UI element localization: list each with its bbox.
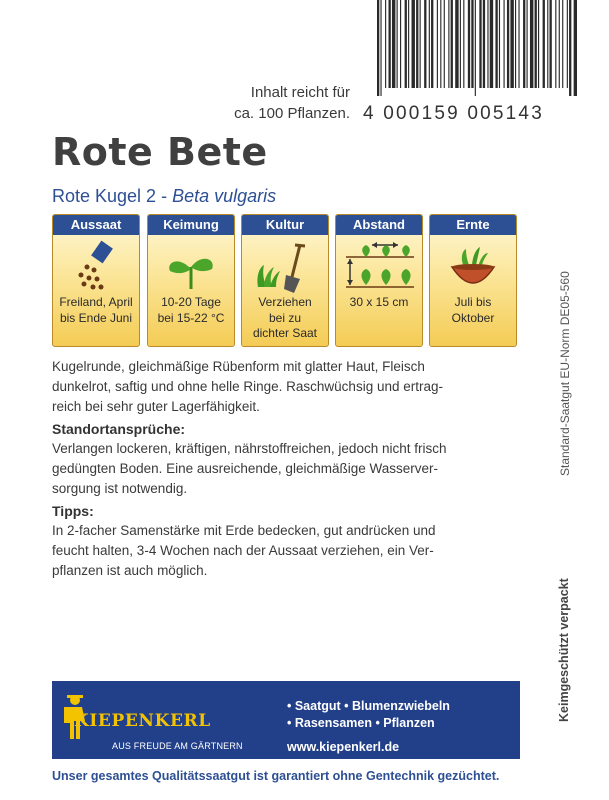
barcode-bar bbox=[504, 0, 505, 88]
barcode-bar bbox=[495, 0, 497, 88]
tips-heading: Tipps: bbox=[52, 503, 94, 519]
panel-label: Aussaat bbox=[53, 215, 139, 235]
barcode-bar bbox=[475, 0, 476, 96]
brand-line: • Rasensamen • Pflanzen bbox=[287, 716, 435, 730]
panel-abstand bbox=[335, 214, 423, 347]
barcode-bar bbox=[400, 0, 401, 88]
barcode-bar bbox=[530, 0, 533, 88]
barcode-bar bbox=[499, 0, 500, 88]
barcode-bar bbox=[559, 0, 560, 88]
barcode-bar bbox=[440, 0, 441, 88]
brand-tagline: AUS FREUDE AM GÄRTNERN bbox=[112, 741, 243, 751]
barcode-bar bbox=[567, 0, 568, 88]
panel-label: Abstand bbox=[336, 215, 422, 235]
barcode-bar bbox=[569, 0, 571, 96]
barcode-bar bbox=[543, 0, 545, 88]
barcode-bar bbox=[547, 0, 548, 88]
location-heading: Standortansprüche: bbox=[52, 421, 186, 437]
panel-text: 30 x 15 cm bbox=[349, 295, 409, 309]
brand-website[interactable]: www.kiepenkerl.de bbox=[287, 740, 400, 754]
standard-seed-note: Standard-Saatgut EU-Norm DE05-560 bbox=[558, 271, 572, 476]
barcode-bar bbox=[389, 0, 391, 88]
barcode-bar bbox=[405, 0, 407, 88]
germ-protected-note: Keimgeschützt verpackt bbox=[557, 578, 571, 722]
barcode-bar bbox=[490, 0, 493, 88]
barcode-bar bbox=[437, 0, 438, 88]
barcode-bar bbox=[455, 0, 458, 88]
barcode-bar bbox=[471, 0, 473, 88]
barcode-bar bbox=[444, 0, 445, 88]
location-text: Verlangen lockeren, kräftigen, nährstoffreichen, jedoch nicht frisch gedüngten Boden. Eine ausreichende, gleichmäßige Wasserver- sorgung ist notwendig. bbox=[52, 441, 447, 496]
barcode-bar bbox=[535, 0, 537, 88]
barcode-bar bbox=[416, 0, 418, 88]
barcode-bar bbox=[380, 0, 381, 96]
panel-ernte bbox=[429, 214, 517, 347]
barcode-bar bbox=[574, 0, 577, 96]
panel-text: Juli bis Oktober bbox=[451, 295, 495, 325]
barcode-bar bbox=[510, 0, 513, 88]
barcode-bar bbox=[487, 0, 488, 88]
barcode-bar bbox=[377, 0, 379, 96]
barcode-bar bbox=[431, 0, 433, 88]
barcode-bar bbox=[460, 0, 461, 88]
seed-packet-icon bbox=[53, 237, 139, 299]
barcode-bar bbox=[515, 0, 516, 88]
description: Kugelrunde, gleichmäßige Rübenform mit glatter Haut, Fleisch dunkelrot, saftig und ohne helle Ringe. Raschwüchsig und ertrag- reich bei sehr guter Lagerfähigkeit. bbox=[52, 359, 443, 414]
panel-label: Kultur bbox=[242, 215, 328, 235]
gmo-free-notice: Unser gesamtes Qualitätssaatgut ist garantiert ohne Gentechnik gezüchtet. bbox=[52, 769, 500, 783]
panel-label: Ernte bbox=[430, 215, 516, 235]
spacing-icon bbox=[336, 237, 422, 299]
barcode-bar bbox=[527, 0, 528, 88]
barcode-bar bbox=[429, 0, 430, 88]
barcode-digits: 4 000159 005143 bbox=[363, 103, 544, 124]
barcode-bar bbox=[385, 0, 386, 88]
barcode-bar bbox=[397, 0, 398, 88]
barcode-bar bbox=[518, 0, 519, 88]
barcode-bar bbox=[420, 0, 421, 88]
brand-name: KIEPENKERL bbox=[74, 711, 211, 731]
barcode-bar bbox=[463, 0, 464, 88]
product-title: Rote Bete bbox=[52, 130, 268, 174]
barcode-bar bbox=[562, 0, 563, 88]
content-info: Inhalt reicht für ca. 100 Pflanzen. bbox=[234, 84, 350, 122]
barcode-bar bbox=[451, 0, 453, 88]
brand-line: • Saatgut • Blumenzwiebeln bbox=[287, 699, 450, 713]
panel-aussaat bbox=[52, 214, 140, 347]
barcode-bar bbox=[392, 0, 395, 88]
barcode-bar bbox=[448, 0, 449, 88]
barcode-bar bbox=[555, 0, 556, 88]
barcode-bar bbox=[483, 0, 485, 88]
panel-text: Verziehen bei zu dichter Saat bbox=[252, 295, 318, 340]
barcode-bar bbox=[538, 0, 539, 88]
barcode-bar bbox=[424, 0, 426, 88]
barcode-bar bbox=[550, 0, 552, 88]
barcode bbox=[375, 0, 577, 96]
barcode-bar bbox=[507, 0, 509, 88]
seedling-icon bbox=[148, 237, 234, 299]
panel-text: 10-20 Tage bei 15-22 °C bbox=[157, 295, 225, 325]
product-subtitle: Rote Kugel 2 - Beta vulgaris bbox=[52, 186, 277, 206]
panel-label: Keimung bbox=[148, 215, 234, 235]
barcode-bar bbox=[412, 0, 415, 88]
panel-keimung bbox=[147, 214, 235, 347]
barcode-bar bbox=[479, 0, 481, 88]
barcode-bar bbox=[408, 0, 409, 88]
spade-icon bbox=[242, 237, 328, 299]
barcode-bar bbox=[523, 0, 525, 88]
harvest-bowl-icon bbox=[430, 237, 516, 299]
panel-text: Freiland, April bis Ende Juni bbox=[59, 295, 133, 325]
tips-text: In 2-facher Samenstärke mit Erde bedecken, gut andrücken und feucht halten, 3-4 Wochen nach der Aussaat verziehen, ein Ver- pflanzen ist auch möglich. bbox=[52, 523, 436, 578]
barcode-bar bbox=[468, 0, 470, 88]
panel-kultur bbox=[241, 214, 329, 347]
